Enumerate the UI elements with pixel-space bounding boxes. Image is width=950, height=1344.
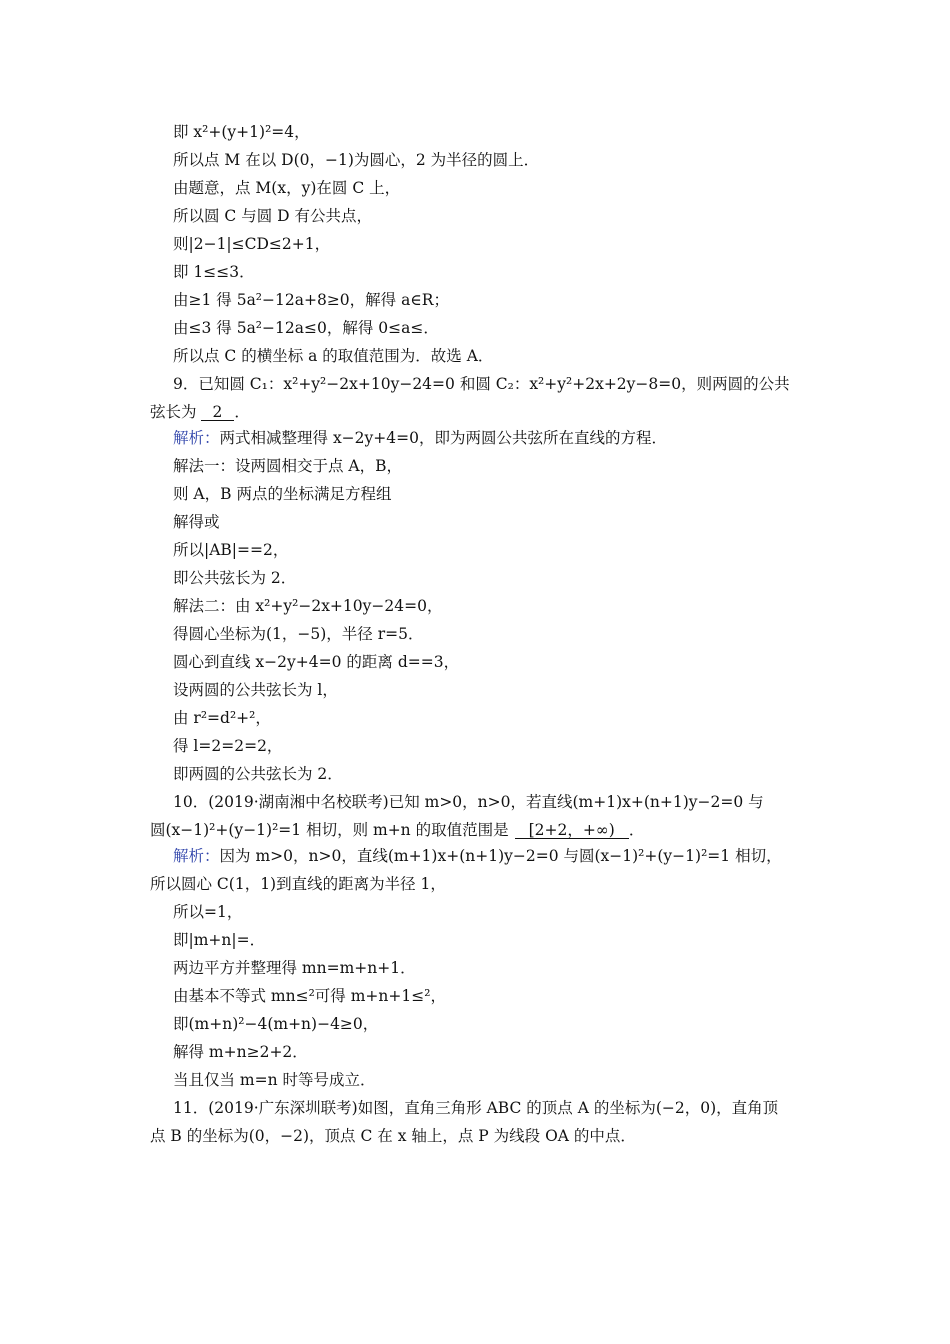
text-line: 由≤3 得 5a²−12a≤0，解得 0≤a≤．	[173, 319, 439, 337]
text-line: 解得或	[173, 513, 220, 531]
text-line: 所以|AB|==2，	[173, 541, 289, 559]
text-line: 由 r²=d²+²，	[173, 709, 271, 727]
text-line: 圆心到直线 x−2y+4=0 的距离 d==3，	[173, 653, 460, 671]
text-line: 即 x²+(y+1)²=4，	[173, 123, 310, 141]
question-9-cont-text: 弦长为	[150, 403, 197, 421]
text-line: 由基本不等式 mn≤²可得 m+n+1≤²，	[173, 987, 446, 1005]
answer-blank-q9	[201, 404, 235, 421]
question-9: 9．已知圆 C₁：x²+y²−2x+10y−24=0 和圆 C₂：x²+y²+2x+2y−8=0，则两圆的公共	[173, 375, 790, 393]
solution-line	[173, 428, 667, 448]
text-line: 即两圆的公共弦长为 2．	[173, 765, 343, 783]
text-line: 所以圆心 C(1，1)到直线的距离为半径 1，	[150, 875, 446, 893]
text-line: 即|m+n|=．	[173, 931, 266, 949]
text-line: 即 1≤≤3．	[173, 263, 255, 281]
text-line: 即(m+n)²−4(m+n)−4≥0，	[173, 1015, 379, 1033]
text-line: 解得 m+n≥2+2．	[173, 1043, 308, 1061]
text-line: 由≥1 得 5a²−12a+8≥0，解得 a∈R；	[173, 291, 449, 309]
text-line: 由题意，点 M(x，y)在圆 C 上，	[173, 179, 401, 197]
solution-line	[173, 846, 782, 866]
question-9-cont	[150, 402, 250, 422]
text-line: 当且仅当 m=n 时等号成立．	[173, 1071, 376, 1089]
solution-label: 解析：	[173, 847, 220, 865]
period: ．	[628, 821, 645, 839]
question-10: 10．(2019·湖南湘中名校联考)已知 m>0，n>0，若直线(m+1)x+(n+1)y−2=0 与	[173, 793, 764, 811]
text-line: 得 l=2=2=2，	[173, 737, 283, 755]
text-line: 两边平方并整理得 mn=m+n+1．	[173, 959, 416, 977]
text-line: 解法二：由 x²+y²−2x+10y−24=0，	[173, 597, 443, 615]
text-line: 即公共弦长为 2．	[173, 569, 297, 587]
question-10-cont-text: 圆(x−1)²+(y−1)²=1 相切，则 m+n 的取值范围是	[150, 821, 509, 839]
text-line: 则 A，B 两点的坐标满足方程组	[173, 485, 392, 503]
text-line: 则|2−1|≤CD≤2+1，	[173, 235, 331, 253]
text-line: 所以圆 C 与圆 D 有公共点，	[173, 207, 372, 225]
solution-text: 因为 m>0，n>0，直线(m+1)x+(n+1)y−2=0 与圆(x−1)²+(y−1)²=1 相切，	[219, 847, 782, 865]
answer-blank-q10	[515, 822, 629, 839]
question-11: 11．(2019·广东深圳联考)如图，直角三角形 ABC 的顶点 A 的坐标为(−2，0)，直角顶	[173, 1099, 779, 1117]
text-line: 所以点 M 在以 D(0，−1)为圆心，2 为半径的圆上．	[173, 151, 540, 169]
text-line: 得圆心坐标为(1，−5)，半径 r=5．	[173, 625, 424, 643]
question-10-cont	[150, 820, 644, 840]
text-line: 解法一：设两圆相交于点 A，B，	[173, 457, 403, 475]
period: ．	[234, 403, 250, 421]
solution-text: 两式相减整理得 x−2y+4=0，即为两圆公共弦所在直线的方程．	[219, 429, 667, 447]
text-line: 所以=1，	[173, 903, 243, 921]
question-11-cont: 点 B 的坐标为(0，−2)，顶点 C 在 x 轴上，点 P 为线段 OA 的中点．	[150, 1127, 636, 1145]
answer-q10: [2+2，+∞)	[528, 821, 615, 839]
text-line: 设两圆的公共弦长为 l，	[173, 681, 338, 699]
answer-q9: 2	[212, 403, 223, 421]
solution-label: 解析：	[173, 429, 220, 447]
text-line: 所以点 C 的横坐标 a 的取值范围为．故选 A．	[173, 347, 494, 365]
